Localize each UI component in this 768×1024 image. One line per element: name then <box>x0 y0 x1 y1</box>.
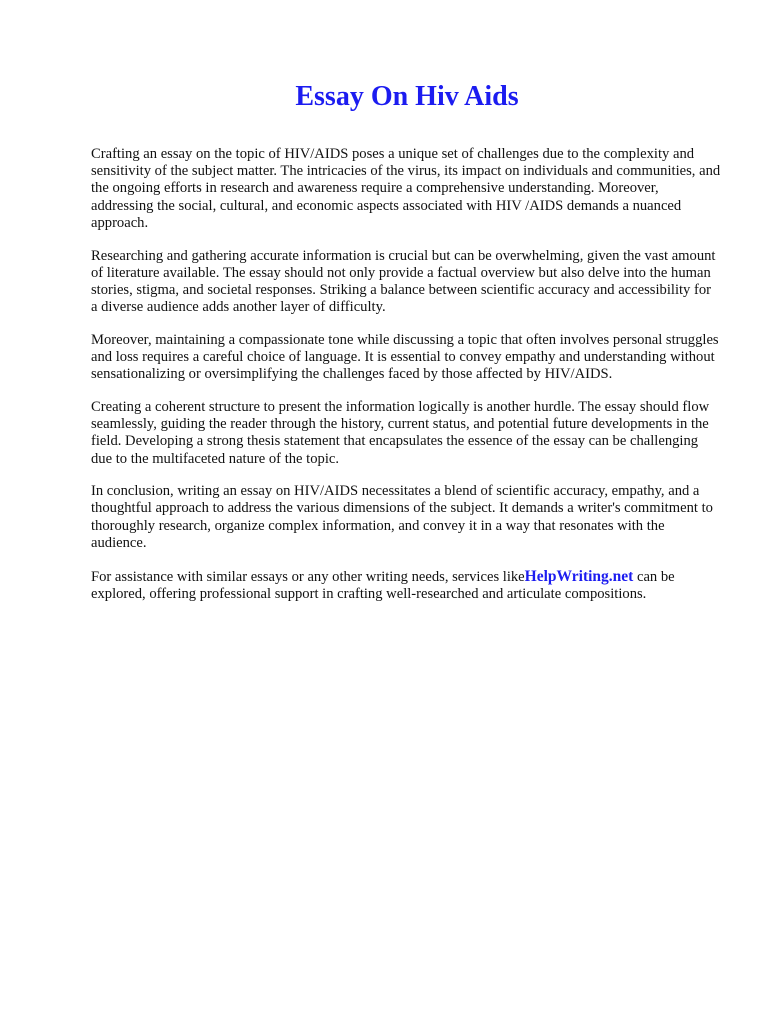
paragraph-4: Creating a coherent structure to present the information logically is another hurdle. The essay should flow seamlessly, guiding the reader through the history, current status, and potential future developments in the field. Developing a strong thesis statement that encapsulates the essence of the essay can be challenging due to the multifaceted nature of the topic. <box>91 398 710 467</box>
paragraph-1: Crafting an essay on the topic of HIV/AIDS poses a unique set of challenges due to the complexity and sensitivity of the subject matter. The intricacies of the virus, its impact on individuals and communities, and the ongoing efforts in research and awareness require a comprehensive understanding. Moreover, addressing the social, cultural, and economic aspects associated with HIV /AIDS demands a nuanced approach. <box>91 146 721 231</box>
document-body <box>91 146 721 618</box>
paragraph-5: In conclusion, writing an essay on HIV/AIDS necessitates a blend of scientific accuracy, empathy, and a thoughtful approach to address the various dimensions of the subject. It demands a writer's commitment to thoroughly research, organize complex information, and convey it in a way that resonates with the audience. <box>91 483 713 551</box>
paragraph-2: Researching and gathering accurate information is crucial but can be overwhelming, given the vast amount of literature available. The essay should not only provide a factual overview but also delve into the human stories, stigma, and societal responses. Striking a balance between scientific accuracy and accessibility for a diverse audience adds another layer of difficulty. <box>91 247 716 316</box>
paragraph-3: Moreover, maintaining a compassionate tone while discussing a topic that often involves personal struggles and loss requires a careful choice of language. It is essential to convey empathy and understanding without sensationalizing or oversimplifying the challenges faced by those affected by HIV/AIDS. <box>91 331 719 383</box>
closing-text-after: can be explored, offering professional support in crafting well-researched and articulate compositions. <box>91 568 675 602</box>
document-title: Essay On Hiv Aids <box>295 81 519 112</box>
closing-paragraph <box>91 568 721 603</box>
helpwriting-link[interactable]: HelpWriting.net <box>524 567 634 585</box>
closing-text-before: For assistance with similar essays or any other writing needs, services like <box>91 568 525 585</box>
